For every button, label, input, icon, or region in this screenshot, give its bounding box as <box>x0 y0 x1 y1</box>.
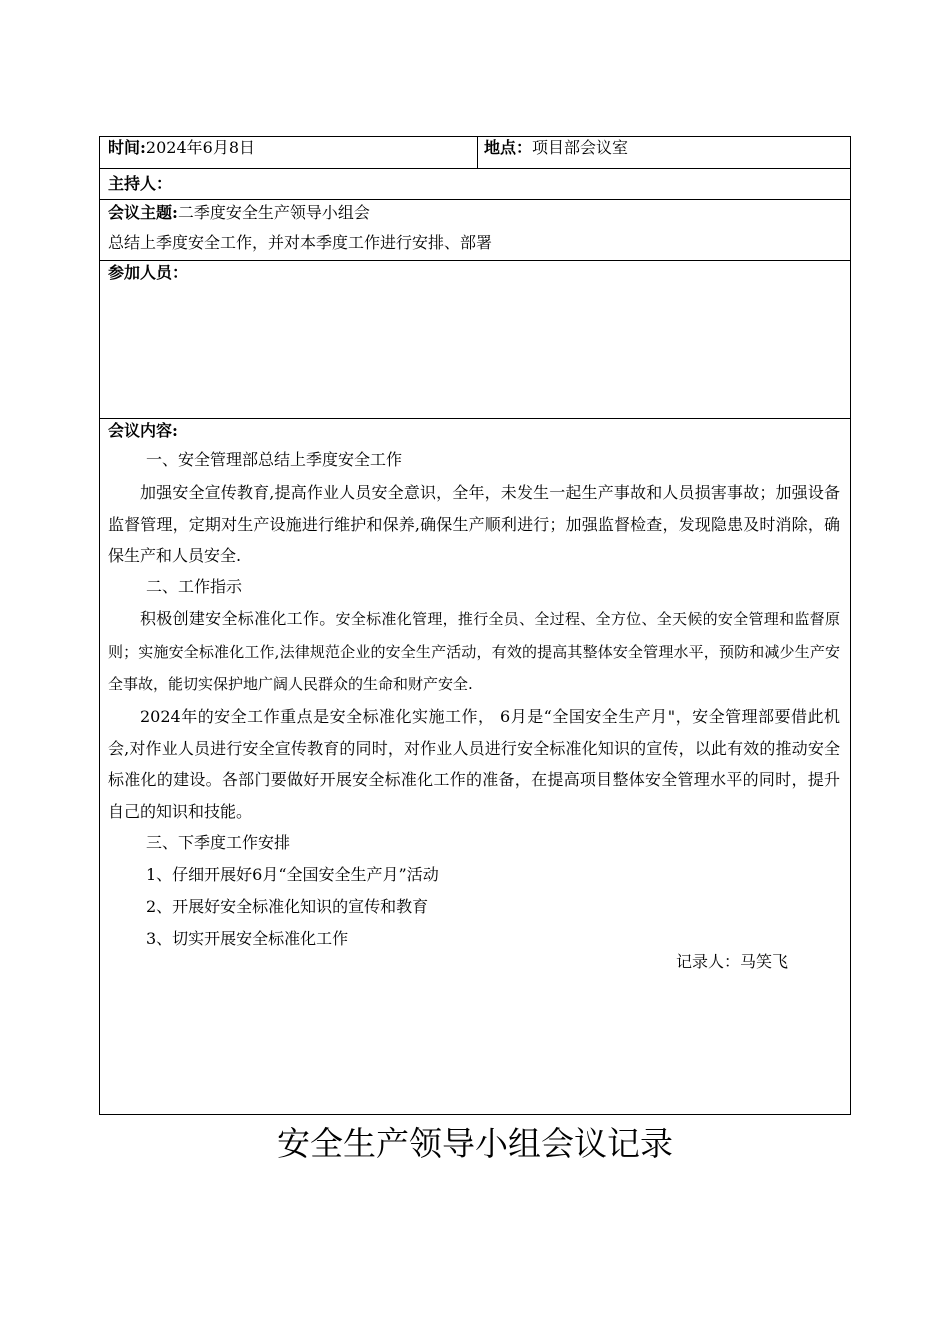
section2-paragraph-1-lead: 积极创建安全标准化工作。 <box>140 609 336 628</box>
list-item: 3、切实开展安全标准化工作 <box>146 929 349 948</box>
topic-description: 总结上季度安全工作，并对本季度工作进行安排、部署 <box>108 233 493 252</box>
section2-paragraph-1-rest: 安全标准化管理，推行全员、全过程、全方位、全天候的安全管理和监督原则；实施安全标准化工作,法律规范企业的安全生产活动，有效的提高其整体安全管理水平，预防和减少生产安全事故，能切实保护地广阔人民群众的生命和财产安全. <box>108 610 840 693</box>
content-label: 会议内容: <box>108 421 178 440</box>
list-item: 2、开展好安全标准化知识的宣传和教育 <box>146 897 429 916</box>
time-value: 2024年6月8日 <box>145 138 256 157</box>
topic-row <box>100 200 850 261</box>
place-label: 地点： <box>484 138 533 157</box>
content-row <box>100 419 850 1114</box>
section2-paragraph-1 <box>108 603 840 701</box>
place-field <box>484 138 628 158</box>
place-value: 项目部会议室 <box>532 138 629 157</box>
topic-value: 二季度安全生产领导小组会 <box>177 203 370 222</box>
document-title: 安全生产领导小组会议记录 <box>277 1124 673 1163</box>
host-label: 主持人： <box>108 174 173 193</box>
time-place-row <box>100 137 850 169</box>
topic-field <box>108 203 370 223</box>
section2-heading: 二、工作指示 <box>146 577 243 596</box>
topic-label: 会议主题: <box>108 203 178 222</box>
meeting-record-table <box>99 136 851 1115</box>
section1-paragraph: 加强安全宣传教育,提高作业人员安全意识，全年，未发生一起生产事故和人员损害事故；加强设备监督管理，定期对生产设施进行维护和保养,确保生产顺利进行；加强监督检查，发现隐患及时消除，确保生产和人员安全. <box>108 483 840 565</box>
time-field <box>108 138 255 158</box>
time-label: 时间: <box>108 138 146 157</box>
list-item: 1、仔细开展好6月“全国安全生产月”活动 <box>146 865 439 884</box>
attendees-label: 参加人员： <box>108 263 189 282</box>
cell-divider <box>477 137 478 168</box>
host-row <box>100 169 850 200</box>
section1-heading: 一、安全管理部总结上季度安全工作 <box>146 450 403 469</box>
recorder: 记录人：马笑飞 <box>676 952 789 971</box>
section2-paragraph-2: 2024年的安全工作重点是安全标准化实施工作， 6月是“全国安全生产月"，安全管理部要借此机会,对作业人员进行安全宣传教育的同时，对作业人员进行安全标准化知识的宣传，以此有效的推动安全标准化的建设。各部门要做好开展安全标准化工作的准备，在提高项目整体安全管理水平的同时，提升自己的知识和技能。 <box>108 707 840 821</box>
section3-heading: 三、下季度工作安排 <box>146 833 291 852</box>
attendees-row <box>100 261 850 419</box>
